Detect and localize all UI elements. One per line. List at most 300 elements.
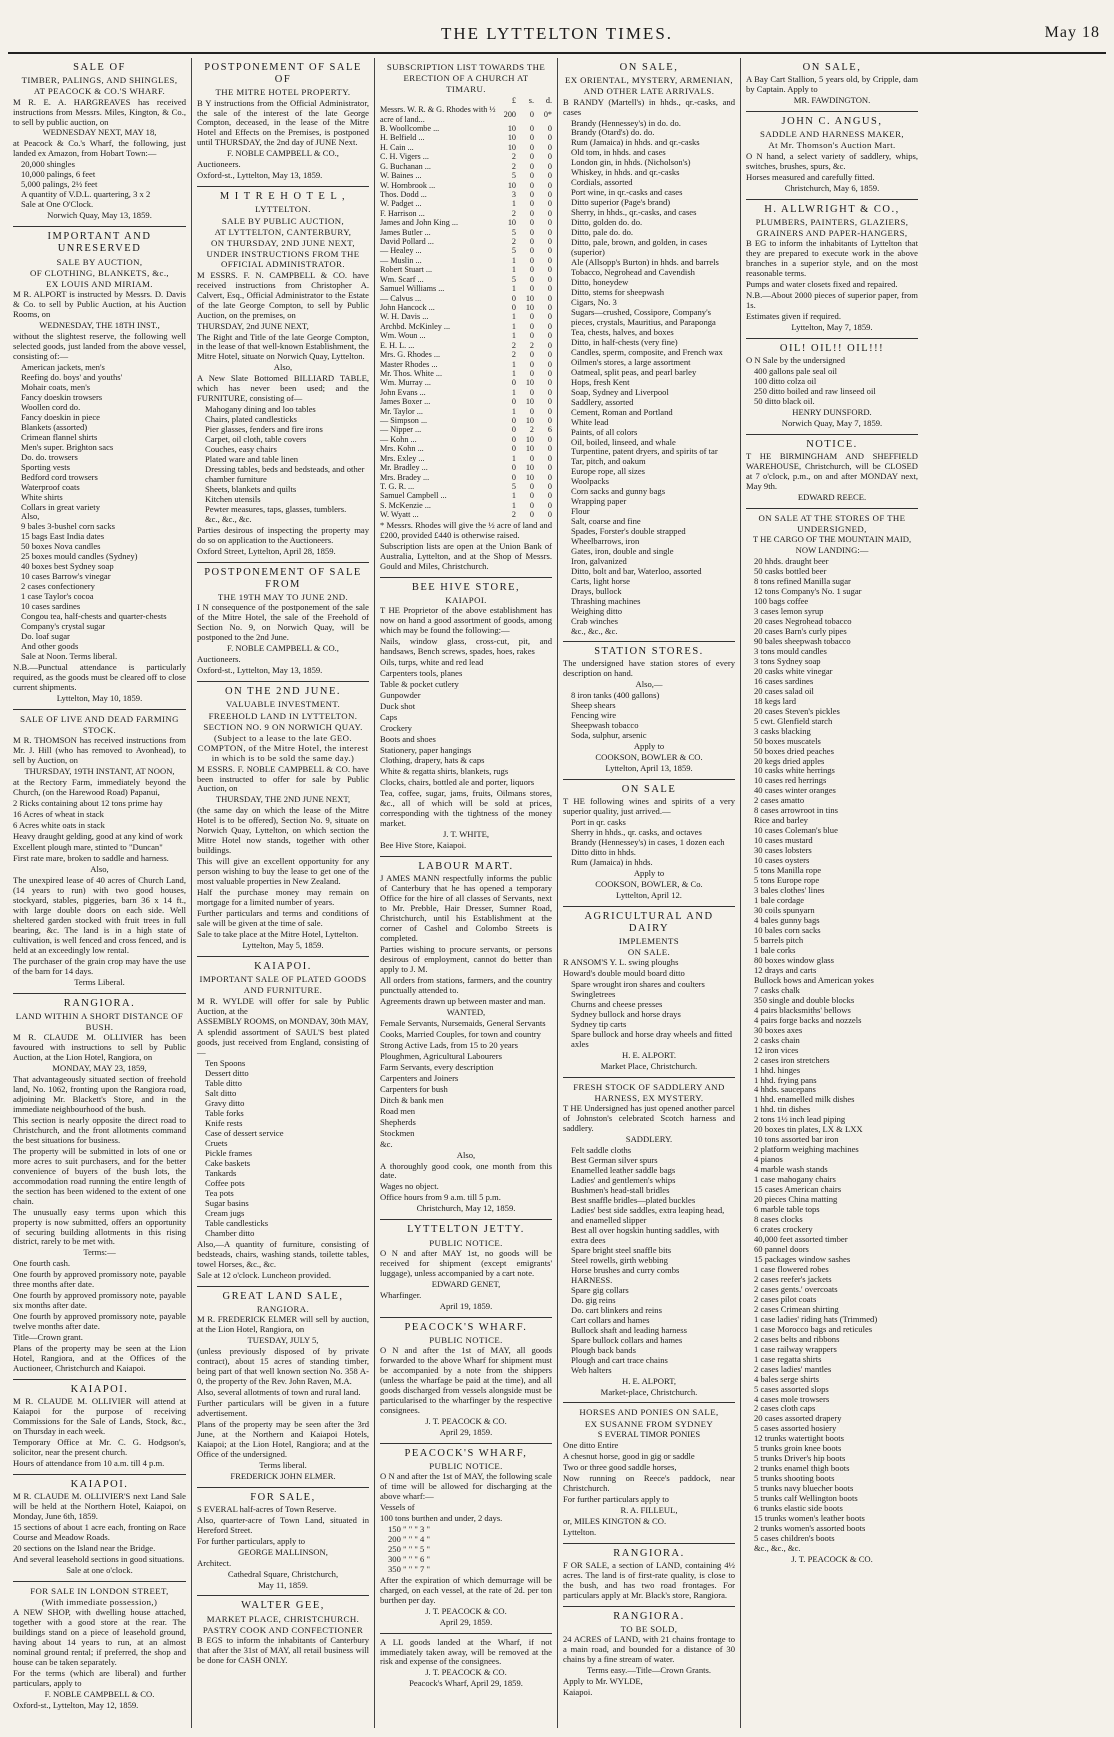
advertisement [746, 112, 918, 199]
table-cell: 0 [547, 180, 552, 190]
advertisement [13, 1380, 186, 1475]
ad-heading: SALE OF LIVE AND DEAD FARMING [20, 713, 179, 724]
ad-body-text: The property will be submitted in lots of one or more acres to suit purchasers, and for the better convenience of buyers of the bush lots, the accommodation road running the entire length of the section has been widened to the extent of one chain. [13, 1145, 186, 1206]
ad-heading: PEACOCK'S WHARF. [404, 1321, 528, 1333]
list-item: 10 bales corn sacks [754, 924, 821, 935]
ad-body-text: The unexpired lease of 40 acres of Church Land, (14 years to run) with two good houses, stockyard, stables, piggeries, barn 36 x 14 ft., with large double doors on each side. Well sheltered garden stocked with fruit trees in full bearing, &c. The land is in a high state of cultivation, is well fenced and cross fenced, and is held at an exceedingly low rental. [13, 874, 186, 955]
ad-body-text: Temporary Office at Mr. C. G. Hodgson's, solicitor, near the present church. [13, 1437, 186, 1458]
table-cell: 2 [529, 340, 534, 350]
list-item: 12 tons Company's No. 1 sugar [754, 586, 862, 597]
list-item: &c., &c., &c. [205, 513, 252, 524]
list-item: Do. gig reins [571, 1294, 616, 1305]
ad-heading: FOR SALE IN LONDON STREET, [30, 1585, 169, 1596]
ad-body-text: Caps [380, 711, 398, 722]
list-item: 2 cases amatto [754, 795, 805, 806]
list-item: 10 cases sardines [21, 601, 81, 612]
advertisement [380, 1444, 552, 1634]
table-cell: 0 [547, 500, 552, 510]
table-row [380, 341, 552, 350]
ad-body-text: White & regatta shirts, blankets, rugs [380, 766, 509, 777]
ad-body-text: Also,— [635, 679, 663, 689]
list-item: 20 boxes tin plates, LX & LXX [754, 1124, 863, 1135]
table-cell: 10 [525, 293, 534, 303]
list-item: 10 tons assorted bar iron [754, 1134, 839, 1145]
list-item: 1 hhd. frying pans [754, 1074, 817, 1085]
list-item: Ale (Allsopp's Burton) in hhds. and barrels [571, 257, 719, 268]
table-cell: 0 [529, 246, 534, 256]
ad-signature: Lyttelton, April 12. [616, 889, 682, 900]
subs-header-cell: d. [545, 95, 552, 105]
table-cell: 0 [529, 109, 534, 119]
ad-signature: H. E. ALPORT, [622, 1375, 676, 1386]
table-cell: 0 [547, 387, 552, 397]
advertisement [746, 509, 918, 1570]
ad-body-text: For further particulars apply to [563, 1493, 669, 1504]
ad-heading: ERECTION OF A CHURCH AT [403, 73, 529, 84]
table-cell: — Muslin ... [380, 255, 422, 265]
list-item: Gravy ditto [205, 1098, 245, 1109]
ad-signature: After the expiration of which demurrage will be charged, on each vessel, at the rate of 2d. per ton burthen per day. [380, 1574, 552, 1605]
list-item: Oil, boiled, linseed, and whale [571, 436, 676, 447]
table-cell: 0 [547, 397, 552, 407]
ad-signature: COOKSON, BOWLER & CO. [595, 751, 703, 762]
item-list [197, 1059, 369, 1238]
list-item: Ditto, in half-chests (very fine) [571, 336, 678, 347]
ad-heading: KAIAPOI. [70, 1384, 129, 1396]
list-item: 8 iron tanks (400 gallons) [571, 689, 660, 700]
list-item: Brandy (Hennessey's) in do. do. [571, 117, 681, 128]
table-cell: E. H. L. ... [380, 340, 415, 350]
table-cell: 1 [511, 500, 516, 510]
table-cell: 1 [511, 255, 516, 265]
table-cell: 2 [529, 425, 534, 435]
list-item: Couches, easy chairs [205, 444, 277, 455]
ad-heading: SALE BY PUBLIC AUCTION, [221, 215, 345, 226]
ad-signature: H. E. ALPORT. [622, 1050, 676, 1061]
table-row [380, 256, 552, 265]
ad-body-text: Agreements drawn up between master and man. [380, 995, 546, 1006]
ad-heading: ON SALE, [619, 62, 679, 73]
list-item: 3 tons Sydney soap [754, 655, 821, 666]
list-item: 50 casks bottled beer [754, 566, 827, 577]
table-row [380, 501, 552, 510]
ad-body-text: Female Servants, Nursemaids, General Servants [380, 1017, 546, 1028]
ad-heading: MARKET PLACE, CHRISTCHURCH. [206, 1613, 360, 1624]
ad-body-text: One fourth by approved promissory note, payable three months after date. [13, 1269, 186, 1290]
list-item: 12 trunks watertight boots [754, 1433, 844, 1444]
table-cell: 0 [547, 463, 552, 473]
ad-signature: Christchurch, May 12, 1859. [416, 1203, 516, 1214]
list-item: Ditto ditto in hhds. [571, 846, 636, 857]
list-item: Felt saddle cloths [571, 1145, 632, 1156]
list-item: Salt, coarse and fine [571, 516, 641, 527]
table-cell: 1 [511, 265, 516, 275]
table-cell: 1 [511, 387, 516, 397]
table-cell: 0 [547, 171, 552, 181]
table-row [380, 454, 552, 463]
ad-signature: Lyttelton, May 5, 1859. [242, 940, 324, 950]
table-cell: 0 [529, 350, 534, 360]
table-row [380, 284, 552, 293]
table-cell: 0 [529, 453, 534, 463]
table-cell: W. Wyatt ... [380, 510, 419, 520]
ad-signature: Also,—A quantity of furniture, consisting of bedsteads, chairs, washing stands, toilette tables, towel Horses, &c., &c. [197, 1238, 369, 1269]
list-item: Tankards [205, 1168, 237, 1179]
advertisement [563, 1403, 735, 1543]
list-item: 300 " " " 6 " [388, 1553, 430, 1564]
list-item: Table ditto [205, 1078, 242, 1089]
ad-body-text: Strong Active Lads, from 15 to 20 years [380, 1039, 518, 1050]
table-cell: 1 [511, 406, 516, 416]
table-cell: John Evans ... [380, 387, 426, 397]
ad-body-text: Terms Liberal. [74, 976, 125, 987]
table-cell: 2 [511, 161, 516, 171]
list-item: White shirts [21, 491, 63, 502]
ad-body-text: Terms easy.—Title—Crown Grants. [586, 1664, 712, 1675]
table-cell: B. Woollcombe ... [380, 123, 440, 133]
list-item: 20 pieces China matting [754, 1194, 838, 1205]
advertisement [197, 187, 369, 563]
list-item: Tea, chests, halves, and boxes [571, 326, 674, 337]
advertisement [13, 227, 186, 710]
list-item: 100 bags coffee [754, 596, 809, 607]
list-item: Plough back bands [571, 1344, 636, 1355]
table-cell: — Healey ... [380, 246, 422, 256]
ad-heading: SECTION NO. 9 ON NORWICH QUAY. [203, 721, 363, 732]
table-cell: Mrs. G. Rhodes ... [380, 350, 441, 360]
table-cell: Mr. Taylor ... [380, 406, 423, 416]
list-item: 7 casks chalk [754, 984, 800, 995]
table-cell: 0 [547, 237, 552, 247]
table-cell: 0 [547, 302, 552, 312]
table-cell: 0 [547, 350, 552, 360]
list-item: Tobacco, Negrohead and Cavendish [571, 267, 695, 278]
advertisement [380, 1220, 552, 1317]
list-item: 5 trunks groin knee boots [754, 1443, 842, 1454]
list-item: 1 case ladies' riding hats (Trimmed) [754, 1313, 878, 1324]
ad-body-text: One fourth by approved promissory note, payable twelve months after date. [13, 1311, 186, 1332]
list-item: Ladies' and gentlemen's whips [571, 1175, 676, 1186]
table-cell: W. Baines ... [380, 171, 422, 181]
table-cell: 0 [529, 237, 534, 247]
list-item: Table candlesticks [205, 1217, 269, 1228]
advertisement [746, 435, 918, 509]
table-cell: 0 [529, 387, 534, 397]
ad-heading: SUBSCRIPTION LIST TOWARDS THE [386, 62, 546, 72]
table-cell: 0 [547, 312, 552, 322]
table-cell: 2 [511, 208, 516, 218]
list-item: Sherry in hhds., qr. casks, and octaves [571, 826, 702, 837]
list-item: 2 cases gents.' overcoats [754, 1283, 838, 1294]
list-item: 2 trunks enamel thigh boots [754, 1463, 850, 1474]
newspaper-title: THE LYTTELTON TIMES. [440, 24, 674, 43]
list-item: Plough and cart trace chains [571, 1354, 668, 1365]
ad-body-text: T HE Undersigned has just opened another parcel of Johnston's celebrated Scotch harness and saddlery. [563, 1103, 735, 1134]
list-item: 20 cases assorted drapery [754, 1413, 842, 1424]
list-item: Dessert ditto [205, 1068, 249, 1079]
list-item: Sydney bullock and horse drays [571, 1009, 681, 1020]
table-row [380, 397, 552, 406]
table-cell: 0 [547, 321, 552, 331]
list-item: Men's super. Brighton sacs [21, 441, 114, 452]
list-item: 100 ditto colza oil [754, 375, 817, 386]
table-cell: 10 [507, 180, 516, 190]
ad-body-text: R. A. FILLEUL, [620, 1504, 678, 1515]
list-item: 40,000 feet assorted timber [754, 1234, 848, 1245]
list-item: Cruets [205, 1138, 228, 1149]
list-item: Fancy doeskin trowsers [21, 391, 103, 402]
ad-body-text: ASSEMBLY ROOMS, on MONDAY, 30th MAY, [197, 1016, 369, 1027]
table-cell: 0 [547, 293, 552, 303]
list-item: 8 cases clocks [754, 1214, 803, 1225]
table-cell: 0 [547, 255, 552, 265]
table-cell: W. H. Davis ... [380, 312, 429, 322]
table-cell: C. H. Vigers ... [380, 152, 429, 162]
list-item: 1 bale cordage [754, 895, 805, 906]
table-cell: 10 [525, 444, 534, 454]
list-item: Pewter measures, taps, glasses, tumblers. [205, 503, 347, 514]
list-item: 10 cases Barrow's vinegar [21, 571, 111, 582]
list-item: Ditto superior (Page's brand) [571, 197, 671, 208]
table-cell: 0 [547, 368, 552, 378]
list-item: 5 tons Manilla rope [754, 865, 822, 876]
ad-body-text: Two or three good saddle horses, [563, 1461, 677, 1472]
ad-body-text: 6 Acres white oats in stack [13, 820, 105, 831]
list-item: 4 pairs blacksmiths' bellows [754, 1004, 851, 1015]
ad-body-text: Carpenters and Joiners [380, 1072, 459, 1083]
list-item: 25 boxes mould candles (Sydney) [21, 551, 138, 562]
ad-body-text: Pumps and water closets fixed and repaired. [746, 278, 898, 289]
ad-signature: Oxford-st., Lyttelton, May 12, 1859. [13, 1700, 139, 1711]
table-cell: 0 [529, 142, 534, 152]
list-item: Flour [571, 506, 590, 517]
list-item: 6 marble table tops [754, 1204, 820, 1215]
table-cell: 0 [529, 152, 534, 162]
table-cell: 0 [529, 265, 534, 275]
table-cell: 0 [547, 472, 552, 482]
advertisement [380, 1318, 552, 1444]
table-row [380, 228, 552, 237]
ad-heading: ON THURSDAY, 2ND JUNE NEXT, [211, 238, 355, 249]
table-cell: W. Padget ... [380, 199, 422, 209]
list-item: Pickle frames [205, 1148, 253, 1159]
ad-body-text: Now running on Reece's paddock, near Christchurch. [563, 1472, 735, 1493]
ad-heading: KAIAPOI. [70, 1479, 129, 1491]
ad-body-text: Architect. [197, 1557, 232, 1568]
list-item: 8 tons refined Manilla sugar [754, 576, 851, 587]
ad-body-text: Further particulars and terms and conditions of sale will be given at the time of sale. [197, 908, 369, 929]
table-cell: — Calvus ... [380, 293, 422, 303]
table-cell: 10 [525, 378, 534, 388]
list-item: A quantity of V.D.L. quartering, 3 x 2 [21, 189, 151, 200]
ad-heading: KAIAPOI. [445, 594, 487, 605]
ad-body-text: O N and after the 1st of MAY, all goods forwarded to the above Wharf for shipment must be accompanied by a note from the shippers (unless the wharfage be paid at the time), and all goods discharged from vessels alongside must be particularised to the wharfinger by the respective consignees. [380, 1344, 552, 1415]
ad-body-text: Terms liberal. [259, 1459, 307, 1470]
list-item: 5 barrels pitch [754, 934, 804, 945]
table-cell: 0 [529, 359, 534, 369]
list-item: Spare bright steel snaffle bits [571, 1244, 672, 1255]
list-item: 3 bales clothes' lines [754, 885, 825, 896]
list-item: Reefing do. boys' and youths' [21, 371, 123, 382]
ad-body-text: 2 Ricks containing about 12 tons prime hay [13, 798, 163, 809]
ad-body-text: B EGS to inform the inhabitants of Canterbury that after the 31st of MAY, all retail business will be done for CASH ONLY. [197, 1635, 369, 1665]
table-cell: 0 [547, 123, 552, 133]
ad-signature: April 29, 1859. [439, 1426, 493, 1437]
ad-body-text: MONDAY, MAY 23, 1859, [52, 1063, 147, 1074]
ad-body-text: 15 sections of about 1 acre each, fronting on Race Course and Meadow Roads. [13, 1522, 186, 1543]
list-item: 5 trunks calf Wellington boots [754, 1493, 858, 1504]
list-item: Cordials, assorted [571, 177, 633, 188]
ad-heading: BUSH. [85, 1021, 114, 1032]
list-item: 1 hhd. enamelled milk dishes [754, 1094, 855, 1105]
list-item: Bedford cord trowsers [21, 471, 98, 482]
table-cell: 2 [511, 510, 516, 520]
table-cell: 0 [529, 199, 534, 209]
table-row [380, 209, 552, 218]
list-item: 2 tons 1½ inch lead piping [754, 1114, 846, 1125]
list-item: Steel rowells, girth webbing [571, 1254, 668, 1265]
ad-body-text: M R. WYLDE will offer for sale by Public Auction, at the [197, 995, 369, 1016]
ad-signature: Parties desirous of inspecting the property may do so on application to the Auctioneers. [197, 524, 369, 545]
ad-heading: FRESH STOCK OF SADDLERY AND [573, 1081, 725, 1092]
table-cell: H. Belfield ... [380, 133, 425, 143]
advertisement [563, 1544, 735, 1607]
list-item: 20 cases Barn's curly pipes [754, 625, 847, 636]
ad-heading: SALE BY AUCTION, [56, 256, 143, 267]
list-item: 3 cases lemon syrup [754, 605, 824, 616]
ad-body-text: B Y instructions from the Official Administrator, the sale of the interest of the late George Compton, deceased, in the lease of the Mitre Hotel and Effects on the Premises, is postponed until THURSDAY, the 2nd day of JUNE Next. [197, 97, 369, 148]
advertisement [563, 907, 735, 1078]
table-row [380, 388, 552, 397]
list-item: 15 cases American chairs [754, 1184, 842, 1195]
list-item: 2 cases reefer's jackets [754, 1273, 832, 1284]
ad-signature: May 11, 1859. [258, 1579, 308, 1590]
list-item: Enamelled leather saddle bags [571, 1165, 676, 1176]
ad-heading: AGRICULTURAL AND DAIRY [584, 910, 714, 934]
ad-heading: SALE OF [73, 62, 126, 73]
list-item: Carpet, oil cloth, table covers [205, 434, 307, 445]
ad-body-text: THURSDAY, 19TH INSTANT, AT NOON, [24, 766, 175, 777]
ad-signature: HENRY DUNSFORD. [792, 406, 872, 417]
table-cell: 10 [525, 472, 534, 482]
list-item: 5 cases children's boots [754, 1533, 835, 1544]
ad-body-text: Stockmen [380, 1127, 415, 1138]
list-item: Whiskey, in hhds. and qr.-casks [571, 167, 680, 178]
ad-signature: Oxford-st., Lyttelton, May 13, 1859. [197, 665, 323, 676]
advertisement [380, 58, 552, 578]
advertisement [197, 1596, 369, 1670]
list-item: 1 case flowered robes [754, 1263, 829, 1274]
list-item: 15 trunks women's leather boots [754, 1513, 865, 1524]
ad-body-text: The undersigned have station stores of every description on hand. [563, 658, 735, 679]
ad-body-text: Title—Crown grant. [13, 1332, 83, 1343]
table-cell: 0 [547, 453, 552, 463]
table-cell: 10 [525, 434, 534, 444]
item-list [563, 1146, 735, 1375]
ad-signature: Norwich Quay, May 13, 1859. [47, 210, 152, 221]
list-item: Best all over hogskin hunting saddles, with extra dees [571, 1225, 720, 1245]
list-item: Ditto, stems for sheepwash [571, 286, 665, 297]
list-item: 5 trunks navy bluecher boots [754, 1483, 854, 1494]
list-item: Tea pots [205, 1187, 234, 1198]
table-cell: Master Rhodes ... [380, 359, 438, 369]
table-cell: 0 [511, 434, 516, 444]
ad-heading: AT PEACOCK & CO.'S WHARF. [33, 86, 166, 97]
list-item: HARNESS. [571, 1274, 613, 1285]
ad-body-text: Parties wishing to procure servants, or persons desirous of employment, cannot do better than apply to J. M. [380, 944, 552, 975]
ad-body-text: EDWARD REECE. [797, 491, 867, 502]
subs-header-cell: £ [511, 95, 516, 105]
list-item: Oatmeal, split peas, and pearl barley [571, 366, 697, 377]
list-item: 250 " " " 5 " [388, 1543, 430, 1554]
list-item: 5 cases assorted slops [754, 1383, 829, 1394]
list-item: Ten Spoons [205, 1058, 246, 1069]
list-item: Woollen cord do. [21, 401, 81, 412]
table-cell: 0 [529, 482, 534, 491]
ad-heading: RANGIORA. [613, 1547, 685, 1559]
table-cell: 0 [547, 265, 552, 275]
list-item: Horse brushes and curry combs [571, 1264, 680, 1275]
ad-body-text: M R. CLAUDE M. OLLIVIER has been favoured with instructions to sell by Public Auction, at the Lion Hotel, Rangiora, on [13, 1032, 186, 1063]
ad-body-text: Ploughmen, Agricultural Labourers [380, 1050, 502, 1061]
list-item: 50 boxes Nova candles [21, 541, 101, 552]
table-cell: 0 [511, 416, 516, 426]
table-cell: Samuel Williams ... [380, 284, 445, 294]
ad-body-text: A thoroughly good cook, one month from this date. [380, 1160, 552, 1181]
table-row [380, 105, 552, 124]
ad-heading: OIL! OIL!! OIL!!! [779, 342, 885, 354]
table-cell: 0 [511, 444, 516, 454]
list-item: 20 hhds. draught beer [754, 556, 829, 567]
list-item: Spare wrought iron shares and coulters [571, 979, 705, 990]
advertisement [197, 957, 369, 1287]
list-item: &c., &c., &c. [571, 625, 618, 636]
item-list [13, 160, 186, 210]
list-item: Bushmen's head-stall bridles [571, 1185, 670, 1196]
list-item: 50 ditto black oil. [754, 395, 815, 406]
list-item: Gates, iron, double and single [571, 546, 674, 557]
list-item: Weighing ditto [571, 605, 623, 616]
table-cell: 0 [547, 359, 552, 369]
list-item: 4 pianos [754, 1154, 783, 1165]
ad-body-text: O N Sale by the undersigned [746, 355, 846, 365]
table-cell: Archbd. McKinley ... [380, 321, 451, 331]
ad-body-text: Plans of the property may be seen after the 3rd June, at the Northern and Kaiapoi Hotels, Kaiapoi; at the Lion Hotel, Rangiora; and at the Office of the undersigned. [197, 1418, 369, 1459]
ad-heading: LYTTELTON. [255, 204, 311, 215]
list-item: 20 casks white vinegar [754, 665, 833, 676]
ad-heading: HARNESS, EX MYSTERY. [594, 1093, 704, 1104]
list-item: American jackets, men's [21, 361, 105, 372]
table-row [380, 181, 552, 190]
column-5 [740, 58, 923, 1728]
ad-body-text: Office hours from 9 a.m. till 5 p.m. [380, 1192, 501, 1203]
list-item: 20 kegs dried apples [754, 755, 825, 766]
table-row [380, 331, 552, 340]
list-item: Company's crystal sugar [21, 621, 106, 632]
list-item: 10 cases red herrings [754, 775, 827, 786]
list-item: 4 hhds. saucepans [754, 1084, 816, 1095]
ad-body-text: Shepherds [380, 1116, 416, 1127]
table-cell: 1 [511, 312, 516, 322]
ad-body-text: Wages no object. [380, 1181, 439, 1192]
table-row [380, 425, 552, 434]
list-item: Thrashing machines [571, 596, 641, 607]
column-1 [8, 58, 191, 1728]
ad-heading: H. ALLWRIGHT & CO., [764, 203, 900, 215]
list-item: Spare gig collars [571, 1284, 629, 1295]
ad-heading: EX LOUIS AND MIRIAM. [46, 278, 153, 289]
table-cell: 0 [529, 510, 534, 520]
